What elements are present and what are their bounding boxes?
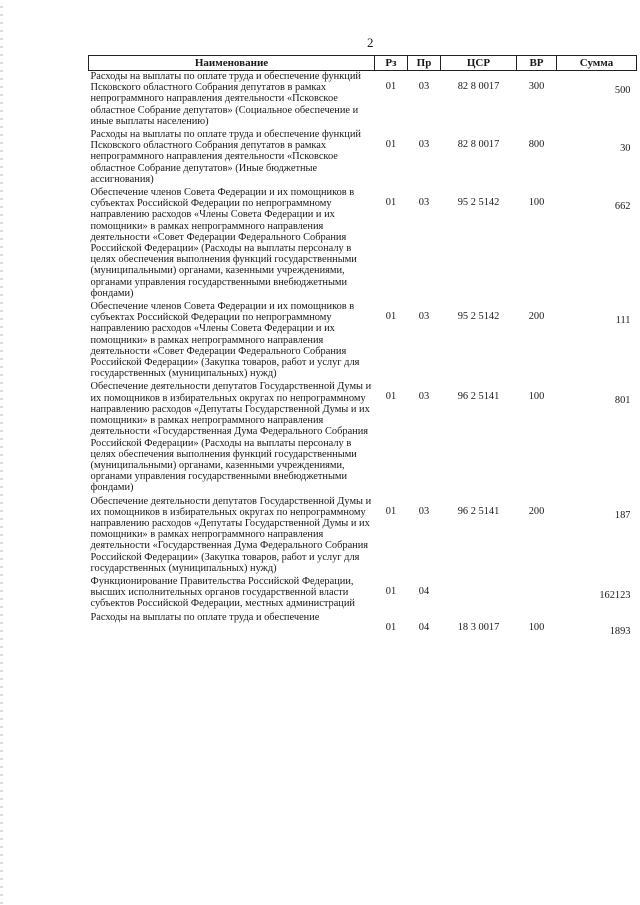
row-rz: 01 bbox=[385, 585, 397, 597]
row-pr: 03 bbox=[418, 197, 430, 209]
row-name: Функционирование Правительства Российской Федерации, высших исполнительных органов государственной власти субъектов Российской Федерации, местных администраций bbox=[90, 575, 355, 610]
row-pr: 04 bbox=[418, 621, 430, 633]
row-csr: 96 2 5141 bbox=[457, 391, 500, 403]
table-row bbox=[89, 301, 637, 381]
row-vr: 200 bbox=[528, 311, 545, 323]
row-rz: 01 bbox=[385, 81, 397, 92]
row-sum: 801 bbox=[614, 395, 631, 407]
row-vr: 800 bbox=[528, 139, 545, 151]
table-row bbox=[89, 187, 637, 301]
row-csr bbox=[441, 576, 517, 612]
header-csr: ЦСР bbox=[441, 56, 517, 71]
row-pr: 04 bbox=[418, 585, 430, 597]
row-vr bbox=[517, 576, 557, 612]
row-sum: 162123 bbox=[599, 589, 631, 601]
row-name: Обеспечение членов Совета Федерации и их помощников в субъектах Российской Федерации по непрограммному направлению расходов «Члены Совета Федерации и их помощники» в рамках непрограммного направления деятельности «Совет Федерации Федерального Собрания Российской Федерации» (Расходы на выплаты персоналу в целях обеспечения выполнения функций государственными (муниципальными) органами, казенными учреждениями, органами управления государственными внебюджетными фондами) bbox=[90, 187, 357, 299]
row-csr: 95 2 5142 bbox=[457, 311, 500, 323]
page-number: 2 bbox=[367, 35, 374, 50]
header-pr: Пр bbox=[408, 56, 441, 71]
row-name: Обеспечение деятельности депутатов Государственной Думы и их помощников в избирательных округах по непрограммному направлению расходов «Депутаты Государственной Думы и их помощники» в рамках непрограммного направления деятельности «Государственная Дума Федерального Собрания Российской Федерации» (Расходы на выплаты персоналу в целях обеспечения выполнения функций государственными (муниципальными) органами, казенными учреждениями, органами управления государственными внебюджетными фондами) bbox=[90, 381, 372, 494]
table-row bbox=[89, 496, 637, 576]
row-csr: 18 3 0017 bbox=[457, 621, 500, 633]
row-vr: 200 bbox=[528, 505, 545, 517]
row-sum: 187 bbox=[614, 509, 631, 521]
row-name: Расходы на выплаты по оплате труда и обеспечение bbox=[90, 611, 320, 623]
row-csr: 82 8 0017 bbox=[457, 139, 500, 151]
row-rz: 01 bbox=[385, 197, 397, 209]
row-sum: 1893 bbox=[609, 625, 631, 637]
table-row bbox=[89, 129, 637, 187]
table-row bbox=[89, 381, 637, 495]
row-csr: 82 8 0017 bbox=[457, 81, 500, 92]
row-pr: 03 bbox=[418, 311, 430, 323]
row-rz: 01 bbox=[385, 311, 397, 323]
scan-margin-artifact bbox=[0, 0, 3, 905]
row-vr: 300 bbox=[528, 81, 545, 92]
row-rz: 01 bbox=[385, 139, 397, 151]
row-vr: 100 bbox=[528, 197, 545, 209]
row-sum: 30 bbox=[620, 143, 631, 155]
row-rz: 01 bbox=[385, 621, 397, 633]
budget-table bbox=[88, 55, 637, 637]
header-name: Наименование bbox=[89, 56, 375, 71]
row-sum: 111 bbox=[615, 315, 631, 327]
header-vr: ВР bbox=[517, 56, 557, 71]
row-vr: 100 bbox=[528, 391, 545, 403]
row-name: Расходы на выплаты по оплате труда и обеспечение функций Псковского областного Собрания депутатов в рамках непрограммного направления деятельности «Псковское областное Собрание депутатов» (Социальное обеспечение и иные выплаты населению) bbox=[90, 71, 361, 127]
row-rz: 01 bbox=[385, 391, 397, 403]
row-pr: 03 bbox=[418, 391, 430, 403]
row-vr: 100 bbox=[528, 621, 545, 633]
row-name: Обеспечение членов Совета Федерации и их помощников в субъектах Российской Федерации по непрограммному направлению расходов «Члены Совета Федерации и их помощники» в рамках непрограммного направления деятельности «Совет Федерации Федерального Собрания Российской Федерации» (Закупка товаров, работ и услуг для государственных (муниципальных) нужд) bbox=[90, 301, 360, 380]
row-csr: 95 2 5142 bbox=[457, 197, 500, 209]
row-sum: 500 bbox=[614, 85, 631, 96]
table-row bbox=[89, 612, 637, 637]
row-name: Расходы на выплаты по оплате труда и обеспечение функций Псковского областного Собрания депутатов в рамках непрограммного направления деятельности «Псковское областное Собрание депутатов» (Иные бюджетные ассигнования) bbox=[90, 129, 361, 185]
row-csr: 96 2 5141 bbox=[457, 505, 500, 517]
header-sum: Сумма bbox=[557, 56, 637, 71]
row-name: Обеспечение деятельности депутатов Государственной Думы и их помощников в избирательных округах по непрограммному направлению расходов «Депутаты Государственной Думы и их помощники» в рамках непрограммного направления деятельности «Государственная Дума Федерального Собрания Российской Федерации» (Закупка товаров, работ и услуг для государственных (муниципальных) нужд) bbox=[90, 495, 372, 574]
row-sum: 662 bbox=[614, 201, 631, 213]
row-pr: 03 bbox=[418, 139, 430, 151]
table-header-row bbox=[89, 56, 637, 71]
row-rz: 01 bbox=[385, 505, 397, 517]
header-rz: Рз bbox=[375, 56, 408, 71]
table-row bbox=[89, 576, 637, 612]
row-pr: 03 bbox=[418, 505, 430, 517]
row-pr: 03 bbox=[418, 81, 430, 92]
table-row bbox=[89, 71, 637, 130]
